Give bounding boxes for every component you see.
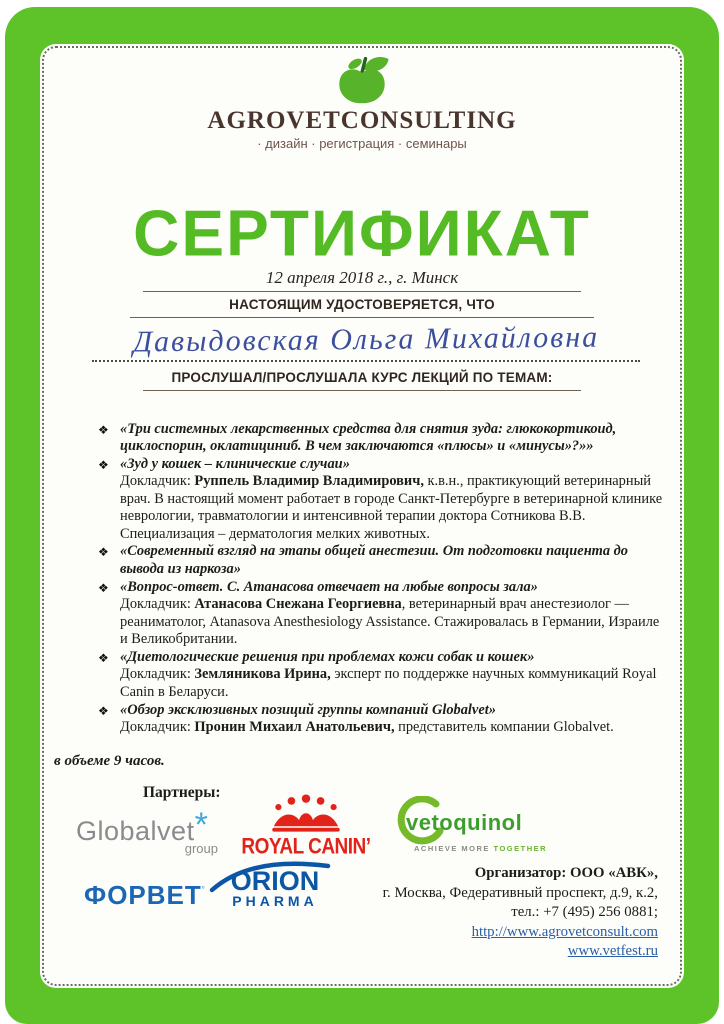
royal-canin-wordmark: ROYAL CANIN’ bbox=[241, 835, 371, 860]
course-duration: в объеме 9 часов. bbox=[54, 752, 165, 769]
orion-pharma-label: PHARMA bbox=[232, 893, 318, 909]
recipient-name-line bbox=[92, 320, 640, 362]
diamond-bullet-icon: ❖ bbox=[98, 422, 109, 437]
orion-pharma-logo bbox=[210, 868, 340, 909]
globalvet-logo bbox=[76, 806, 236, 856]
orion-swoosh-icon bbox=[206, 860, 334, 896]
listened-line: ПРОСЛУШАЛ/ПРОСЛУШАЛА КУРС ЛЕКЦИЙ ПО ТЕМАМ: bbox=[171, 369, 553, 385]
lecture-speaker: Докладчик: Земляникова Ирина, эксперт по поддержке научных коммуникаций Royal Canin в Беларуси. bbox=[120, 666, 657, 700]
certificate-body bbox=[40, 44, 684, 988]
vetoquinol-tagline-green: TOGETHER bbox=[493, 844, 548, 853]
diamond-bullet-icon: ❖ bbox=[98, 703, 109, 718]
lecture-speaker: Докладчик: Атанасова Снежана Георгиевна, ветеринарный врач анестезиолог — реаниматолог, Atanasova Anesthesiology Assistance. Стажировалась в Германии, Израиле и Великобритании. bbox=[120, 596, 660, 648]
lecture-item bbox=[98, 649, 666, 702]
lecture-item bbox=[98, 579, 666, 649]
organizer-address: г. Москва, Федеративный проспект, д.9, к.2, bbox=[382, 884, 658, 901]
lecture-title: «Обзор эксклюзивных позиций группы компаний Globalvet» bbox=[120, 701, 496, 718]
lecture-speaker: Докладчик: Пронин Михаил Анатольевич, представитель компании Globalvet. bbox=[120, 719, 614, 736]
diamond-bullet-icon: ❖ bbox=[98, 650, 109, 665]
lecture-title: «Три системных лекарственных средства для снятия зуда: глюкокортикоид, циклоспорин, оклатициниб. В чем заключаются «плюсы» и «минусы»?»» bbox=[120, 420, 617, 455]
organizer-phone: тел.: +7 (495) 256 0881; bbox=[511, 904, 658, 921]
divider-line bbox=[130, 317, 594, 318]
lecture-title: «Современный взгляд на этапы общей анестезии. От подготовки пациента до вывода из наркоза» bbox=[120, 543, 629, 577]
brand-tagline: · дизайн · регистрация · семинары bbox=[257, 136, 467, 151]
lecture-title: «Вопрос-ответ. С. Атанасова отвечает на любые вопросы зала» bbox=[120, 578, 538, 595]
lecture-item bbox=[98, 702, 666, 737]
globalvet-wordmark: Globalvet bbox=[76, 816, 195, 846]
lecture-speaker: Докладчик: Руппель Владимир Владимирович, к.в.н., практикующий ветеринарный врач. В настоящий момент работает в городе Санкт-Петербурге в ветеринарной клинике неврологии, травматологии и интенсивной терапии доктора Сотникова В.В. Специализация – дерматология мелких животных. bbox=[120, 473, 663, 542]
royal-canin-logo bbox=[236, 794, 376, 859]
vetoquinol-wordmark: vetoquinol bbox=[406, 810, 523, 835]
globalvet-asterisk-icon: * bbox=[194, 806, 208, 844]
header-logo-block bbox=[40, 44, 684, 151]
organizer-name: Организатор: ООО «АВК», bbox=[474, 865, 658, 881]
attest-line: НАСТОЯЩИМ УДОСТОВЕРЯЕТСЯ, ЧТО bbox=[229, 297, 495, 312]
lecture-title: «Зуд у кошек – клинические случаи» bbox=[120, 455, 350, 472]
orion-wordmark: ORION bbox=[230, 866, 320, 896]
lecture-title: «Диетологические решения при проблемах кожи собак и кошек» bbox=[120, 648, 535, 665]
organizer-block bbox=[328, 864, 658, 962]
lecture-item bbox=[98, 543, 666, 578]
lecture-item bbox=[98, 456, 666, 544]
brand-name: AGROVETCONSULTING bbox=[207, 107, 517, 134]
forvet-wordmark: ФОРВЕТ bbox=[84, 880, 202, 910]
diamond-bullet-icon: ❖ bbox=[98, 457, 109, 472]
certificate-title: СЕРТИФИКАТ bbox=[133, 196, 591, 270]
divider-line bbox=[143, 390, 581, 391]
date-place: 12 апреля 2018 г., г. Минск bbox=[265, 268, 459, 287]
royal-canin-crown-icon bbox=[260, 794, 352, 834]
lecture-list bbox=[98, 421, 666, 737]
lecture-item bbox=[98, 421, 666, 456]
organizer-website-link[interactable]: http://www.agrovetconsult.com bbox=[471, 923, 658, 940]
forvet-logo bbox=[84, 880, 206, 911]
divider-line bbox=[143, 291, 581, 292]
diamond-bullet-icon: ❖ bbox=[98, 580, 109, 595]
recipient-name-handwritten: Давыдовская Ольга Михайловна bbox=[132, 320, 600, 359]
forvet-trademark: ˚ bbox=[201, 886, 207, 898]
apple-logo-icon bbox=[310, 54, 414, 106]
vetoquinol-logo bbox=[392, 796, 562, 853]
diamond-bullet-icon: ❖ bbox=[98, 545, 109, 560]
globalvet-group-label: group bbox=[184, 841, 218, 856]
vetfest-website-link[interactable]: www.vetfest.ru bbox=[567, 943, 658, 960]
vetoquinol-tagline-gray: ACHIEVE MORE bbox=[414, 844, 494, 853]
partners-label: Партнеры: bbox=[143, 784, 221, 801]
